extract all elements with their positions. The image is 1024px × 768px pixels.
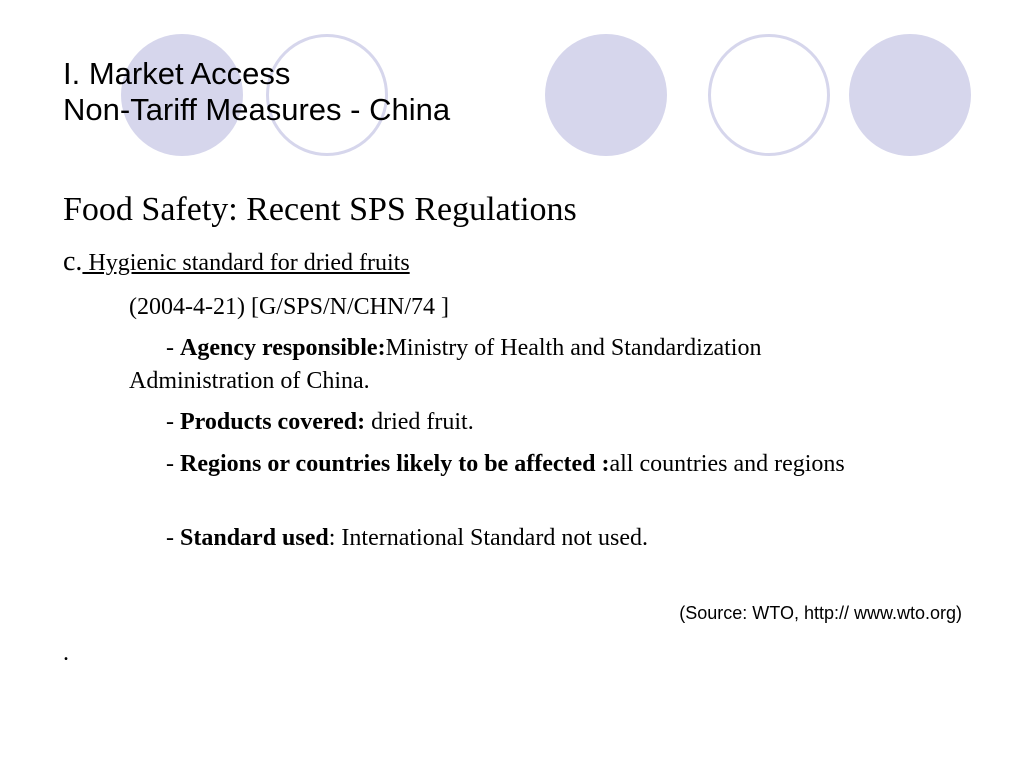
- decorative-ring-4: [708, 34, 830, 156]
- item-title: Hygienic standard for dried fruits: [82, 250, 410, 276]
- regions-label: Regions or countries likely to be affected :: [180, 451, 610, 477]
- decorative-circle-3: [545, 34, 667, 156]
- section-heading: Food Safety: Recent SPS Regulations: [63, 191, 577, 228]
- detail-agency: [129, 332, 909, 398]
- bullet-dash: -: [166, 525, 180, 551]
- source-citation: (Source: WTO, http:// www.wto.org): [679, 603, 962, 623]
- agency-label: Agency responsible:: [180, 335, 386, 361]
- trailing-dot: .: [63, 640, 69, 666]
- slide-title: [63, 56, 450, 128]
- products-label: Products covered:: [180, 409, 366, 435]
- detail-products: [129, 406, 909, 439]
- detail-regions: [129, 448, 909, 481]
- bullet-dash: -: [166, 409, 180, 435]
- products-value: dried fruit.: [365, 409, 474, 435]
- decorative-circle-5: [849, 34, 971, 156]
- title-line-2: Non-Tariff Measures - China: [63, 92, 451, 127]
- regions-value: all countries and regions: [609, 451, 845, 477]
- bullet-dash: -: [166, 335, 180, 361]
- detail-standard: [129, 522, 909, 555]
- agency-value: Ministry of Health and Standardization Administration of China.: [129, 335, 762, 394]
- item-line: [63, 247, 410, 278]
- date-reference: (2004-4-21) [G/SPS/N/CHN/74 ]: [129, 294, 450, 320]
- item-letter: c.: [63, 246, 83, 277]
- bullet-dash: -: [166, 451, 180, 477]
- title-line-1: I. Market Access: [63, 56, 291, 91]
- standard-value: : International Standard not used.: [328, 525, 648, 551]
- standard-label: Standard used: [180, 525, 329, 551]
